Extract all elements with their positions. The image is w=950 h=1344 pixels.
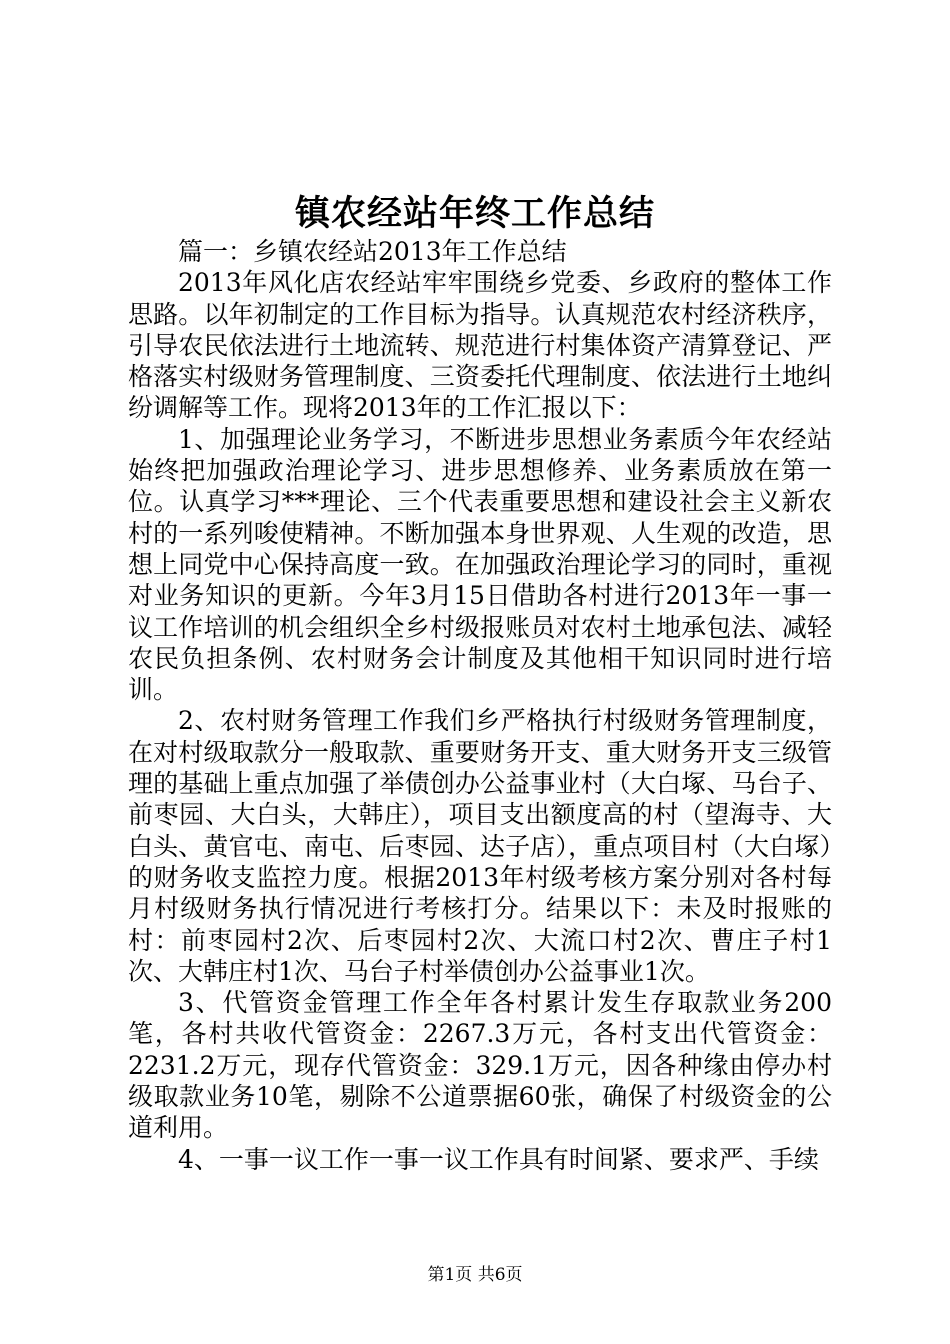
paragraph-item-2: 2、农村财务管理工作我们乡严格执行村级财务管理制度，在对村级取款分一般取款、重要财务开支、重大财务开支三级管理的基础上重点加强了举债创办公益事业村（大白塚、马台子、前枣园、大白头，大韩庄），项目支出额度高的村（望海寺、大白头、黄官屯、南屯、后枣园、达子店），重点项目村（大白塚）的财务收支监控力度。根据2013年村级考核方案分别对各村每月村级财务执行情况进行考核打分。结果以下：未及时报账的村：前枣园村2次、后枣园村2次、大流口村2次、曹庄子村1次、大韩庄村1次、马台子村举债创办公益事业1次。 [128, 706, 832, 986]
paragraph-item-3: 3、代管资金管理工作全年各村累计发生存取款业务200笔，各村共收代管资金：2267.3万元，各村支出代管资金：2231.2万元，现存代管资金：329.1万元，因各种缘由停办村级取款业务10笔，剔除不公道票据60张，确保了村级资金的公道利用。 [128, 988, 832, 1143]
document-title: 镇农经站年终工作总结 [294, 193, 655, 234]
page-indicator: 第1页 共6页 [427, 1265, 523, 1285]
document-body [128, 236, 832, 1175]
paragraph-intro: 2013年风化店农经站牢牢围绕乡党委、乡政府的整体工作思路。以年初制定的工作目标为指导。认真规范农村经济秩序，引导农民依法进行土地流转、规范进行村集体资产清算登记、严格落实村级财务管理制度、三资委托代理制度、依法进行土地纠纷调解等工作。现将2013年的工作汇报以下： [128, 268, 832, 423]
paragraph-item-1: 1、加强理论业务学习，不断进步思想业务素质今年农经站始终把加强政治理论学习、进步思想修养、业务素质放在第一位。认真学习***理论、三个代表重要思想和建设社会主义新农村的一系列唆使精神。不断加强本身世界观、人生观的改造，思想上同党中心保持高度一致。在加强政治理论学习的同时，重视对业务知识的更新。今年3月15日借助各村进行2013年一事一议工作培训的机会组织全乡村级报账员对农村土地承包法、减轻农民负担条例、农村财务会计制度及其他相干知识同时进行培训。 [128, 424, 832, 705]
paragraph-item-4: 4、一事一议工作一事一议工作具有时间紧、要求严、手续 [178, 1144, 819, 1174]
section-heading: 篇一：乡镇农经站2013年工作总结 [178, 237, 567, 266]
